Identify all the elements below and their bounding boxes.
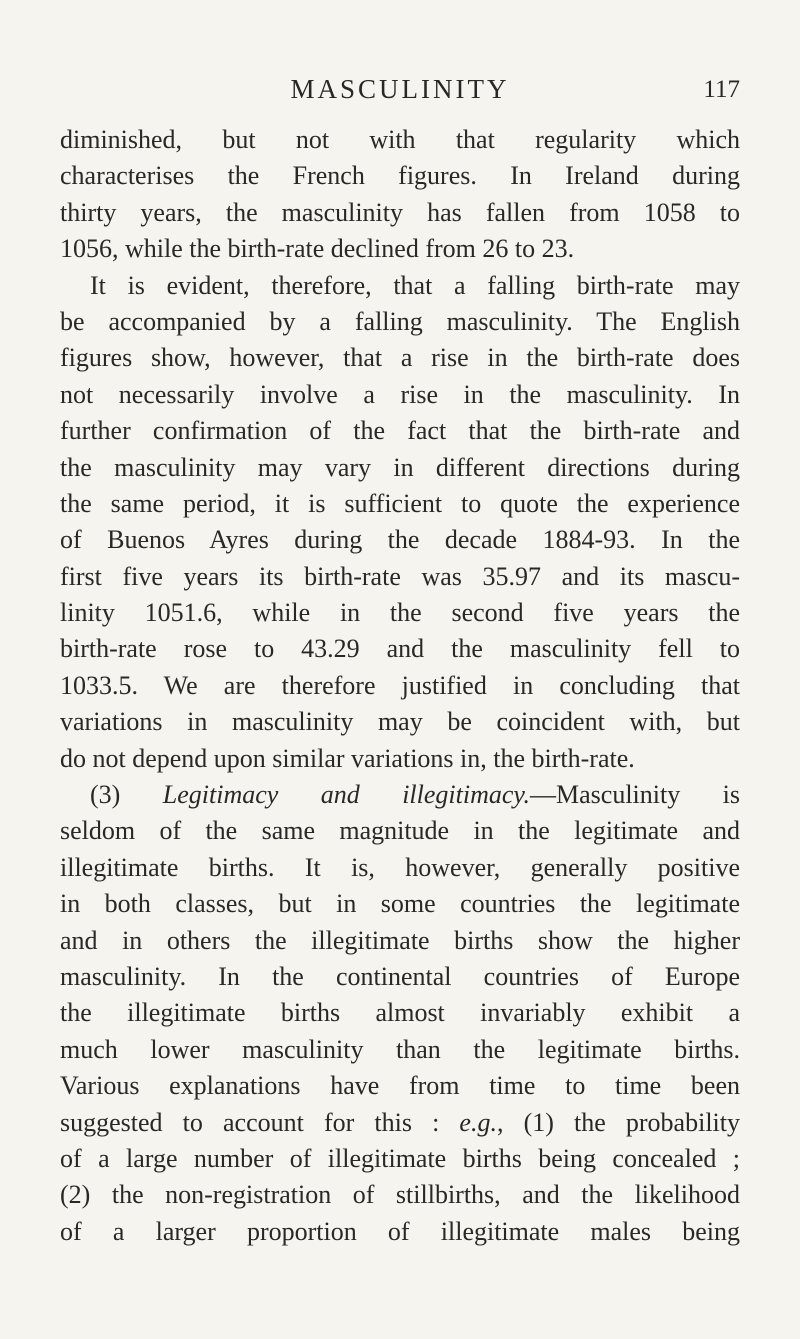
text-line: be accompanied by a falling masculinity. The English [60, 306, 740, 336]
text-line: linity 1051.6, while in the second five years the [60, 598, 740, 628]
section-heading: Legitimacy and illegitimacy. [162, 780, 530, 810]
text-line: in both classes, but in some countries the legitimate [60, 889, 740, 919]
text-line: do not depend upon similar variations in, the birth-rate. [60, 743, 635, 773]
text-line: further confirmation of the fact that the birth-rate and [60, 416, 740, 446]
text-line: and in others the illegitimate births show the higher [60, 925, 740, 955]
text-line: variations in masculinity may be coincident with, but [60, 707, 740, 737]
text-line: Various explanations have from time to time been [60, 1071, 740, 1101]
eg-line-after: , (1) the probability [496, 1107, 740, 1137]
text-line: much lower masculinity than the legitimate births. [60, 1034, 740, 1064]
text-line: the illegitimate births almost invariably exhibit a [60, 998, 740, 1028]
running-title: MASCULINITY [290, 74, 510, 104]
text-line: 1056, while the birth-rate declined from 26 to 23. [60, 234, 575, 264]
section-first-line-rest: —Masculinity is [530, 780, 740, 810]
text-line: figures show, however, that a rise in the birth-rate does [60, 343, 740, 373]
section-number: (3) [90, 780, 121, 810]
body-text [60, 122, 740, 1250]
text-line: the same period, it is sufficient to quote the experience [60, 488, 740, 518]
text-line: illegitimate births. It is, however, generally positive [60, 852, 740, 882]
eg-line [60, 1105, 740, 1141]
text-line: of a large number of illegitimate births being concealed ; [60, 1143, 740, 1173]
text-line: (2) the non-registration of stillbirths, and the likelihood [60, 1180, 740, 1210]
text-line: diminished, but not with that regularity which [60, 125, 740, 154]
text-line: 1033.5. We are therefore justified in concluding that [60, 670, 740, 700]
text-line: not necessarily involve a rise in the masculinity. In [60, 379, 740, 409]
text-line: of Buenos Ayres during the decade 1884-93. In the [60, 525, 740, 555]
page-number: 117 [703, 76, 740, 103]
text-line: of a larger proportion of illegitimate males being [60, 1216, 740, 1246]
section-first-line [60, 777, 740, 813]
text-line: birth-rate rose to 43.29 and the masculinity fell to [60, 634, 740, 664]
text-line: characterises the French figures. In Ireland during [60, 161, 740, 191]
eg-abbrev: e.g. [459, 1107, 497, 1137]
eg-line-before: suggested to account for this : [60, 1107, 460, 1137]
text-line: thirty years, the masculinity has fallen from 1058 to [60, 197, 740, 227]
running-head [60, 70, 740, 110]
text-line: first five years its birth-rate was 35.97 and its mascu- [60, 561, 740, 591]
text-line: masculinity. In the continental countries of Europe [60, 961, 740, 991]
text-line: the masculinity may vary in different directions during [60, 452, 740, 482]
text-line: seldom of the same magnitude in the legitimate and [60, 816, 740, 846]
text-line: It is evident, therefore, that a falling birth-rate may [90, 270, 740, 300]
